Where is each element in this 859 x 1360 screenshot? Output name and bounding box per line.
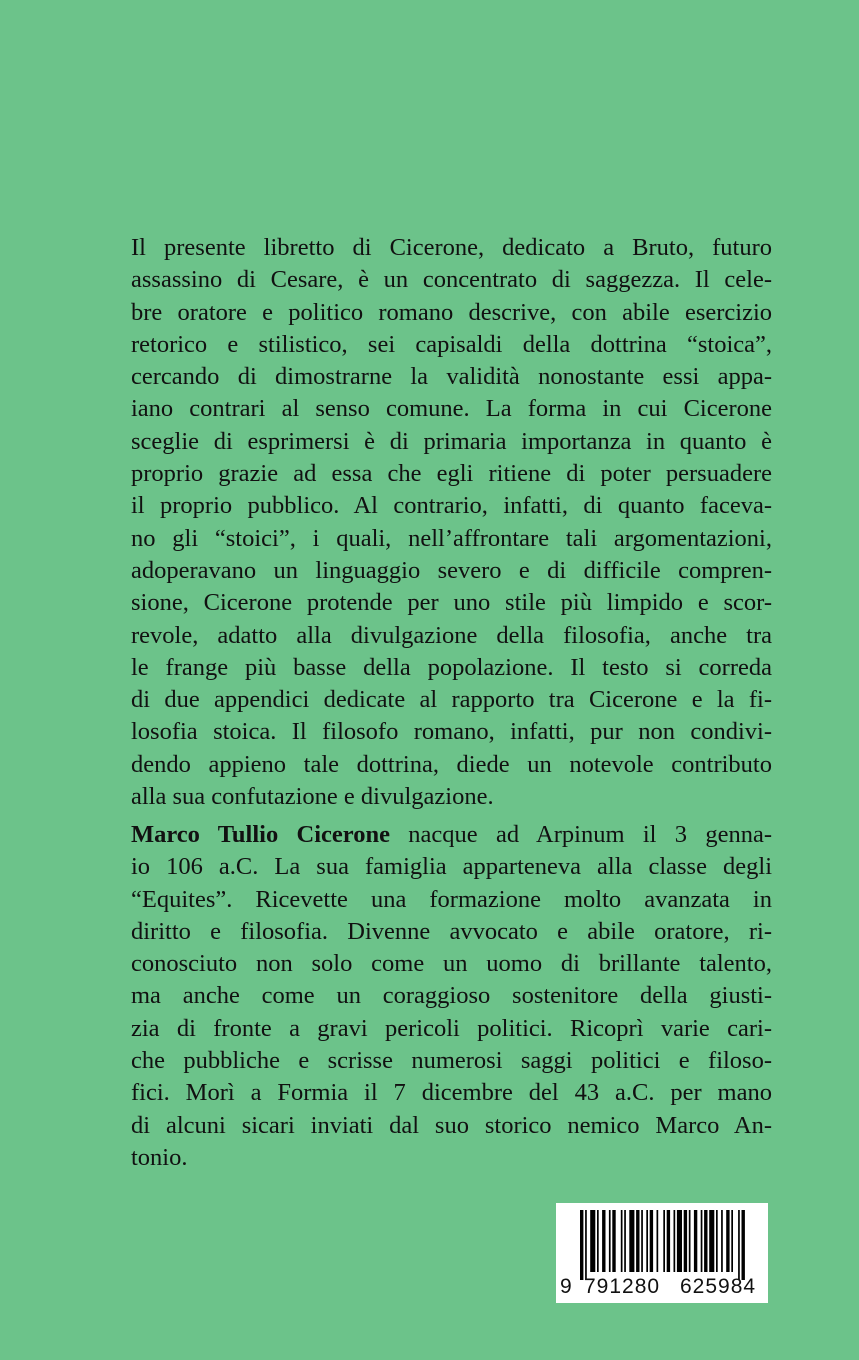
- description-line: retorico e stilistico, sei capisaldi della dottrina “stoica”,: [131, 330, 772, 358]
- barcode-bars: [564, 1210, 760, 1280]
- description-line: adoperavano un linguaggio severo e di difficile compren-: [131, 556, 772, 584]
- description-line: no gli “stoici”, i quali, nell’affrontare tali argomentazioni,: [131, 524, 772, 552]
- barcode-bar: [738, 1210, 740, 1280]
- barcode-group-right: 625984: [680, 1275, 757, 1298]
- barcode-bar: [721, 1210, 723, 1272]
- author-bio-line: diritto e filosofia. Divenne avvocato e abile oratore, ri-: [131, 917, 772, 945]
- barcode-bar: [716, 1210, 718, 1272]
- description-line: revole, adatto alla divulgazione della filosofia, anche tra: [131, 621, 772, 649]
- description-line: sceglie di esprimersi è di primaria importanza in quanto è: [131, 427, 772, 455]
- barcode-bar: [689, 1210, 691, 1272]
- barcode-bar: [701, 1210, 703, 1272]
- book-description: [131, 232, 772, 813]
- author-name: Marco Tullio Cicerone: [131, 821, 390, 848]
- description-line: iano contrari al senso comune. La forma in cui Cicerone: [131, 395, 772, 423]
- barcode-bar: [621, 1210, 623, 1272]
- author-bio-text: nacque ad Arpinum il 3 genna-: [389, 821, 772, 848]
- barcode-bar: [684, 1210, 687, 1272]
- barcode-bar: [597, 1210, 599, 1272]
- author-bio-line: [131, 819, 772, 851]
- barcode-bar: [663, 1210, 665, 1272]
- description-line: bre oratore e politico romano descrive, con abile esercizio: [131, 298, 772, 326]
- barcode-group-left: 791280: [584, 1275, 661, 1298]
- barcode-bar: [667, 1210, 670, 1272]
- barcode-bar: [641, 1210, 643, 1272]
- description-line: proprio grazie ad essa che egli ritiene di poter persuadere: [131, 460, 772, 488]
- description-line: il proprio pubblico. Al contrario, infatti, di quanto faceva-: [131, 492, 772, 520]
- barcode-bar: [590, 1210, 595, 1272]
- author-bio-line: tonio.: [131, 1143, 188, 1171]
- barcode-bar: [650, 1210, 653, 1272]
- barcode-bar: [585, 1210, 587, 1280]
- author-bio-line: “Equites”. Ricevette una formazione molto avanzata in: [131, 885, 772, 913]
- barcode-bar: [646, 1210, 648, 1272]
- barcode-bar: [624, 1210, 626, 1272]
- description-line: dendo appieno tale dottrina, diede un notevole contributo: [131, 750, 772, 778]
- description-line: cercando di dimostrarne la validità nonostante essi appa-: [131, 363, 772, 391]
- barcode-bar: [709, 1210, 714, 1272]
- barcode-bar: [694, 1210, 697, 1272]
- barcode-bar: [704, 1210, 707, 1272]
- barcode-bar: [629, 1210, 634, 1272]
- author-bio: [131, 819, 772, 1174]
- description-line: losofia stoica. Il filosofo romano, infatti, pur non condivi-: [131, 718, 772, 746]
- author-bio-line: zia di fronte a gravi pericoli politici. Ricoprì varie cari-: [131, 1014, 772, 1042]
- barcode-bar: [742, 1210, 745, 1280]
- barcode-bar: [726, 1210, 729, 1272]
- description-line: alla sua confutazione e divulgazione.: [131, 783, 494, 811]
- barcode-bar: [674, 1210, 676, 1272]
- barcode-bar: [636, 1210, 639, 1272]
- author-bio-line: di alcuni sicari inviati dal suo storico nemico Marco An-: [131, 1111, 772, 1139]
- barcode-bar: [731, 1210, 733, 1272]
- barcode-bar: [602, 1210, 605, 1272]
- description-line: Il presente libretto di Cicerone, dedicato a Bruto, futuro: [131, 234, 772, 261]
- author-bio-line: conosciuto non solo come un uomo di brillante talento,: [131, 950, 772, 978]
- barcode-bar: [609, 1210, 611, 1272]
- barcode-bar: [677, 1210, 682, 1272]
- author-bio-line: io 106 a.C. La sua famiglia apparteneva alla classe degli: [131, 853, 772, 881]
- barcode-digit-first: 9: [560, 1275, 572, 1298]
- barcode-bar: [657, 1210, 659, 1272]
- barcode-bar: [580, 1210, 583, 1280]
- description-line: assassino di Cesare, è un concentrato di saggezza. Il cele-: [131, 266, 772, 294]
- description-line: le frange più basse della popolazione. Il testo si correda: [131, 653, 772, 681]
- description-line: di due appendici dedicate al rapporto tra Cicerone e la fi-: [131, 686, 772, 714]
- author-bio-line: ma anche come un coraggioso sostenitore della giusti-: [131, 982, 772, 1010]
- author-bio-line: che pubbliche e scrisse numerosi saggi politici e filoso-: [131, 1047, 772, 1075]
- author-bio-line: fici. Morì a Formia il 7 dicembre del 43 a.C. per mano: [131, 1079, 772, 1107]
- barcode-bar: [612, 1210, 615, 1272]
- barcode-digits: [556, 1273, 768, 1303]
- isbn-barcode: [556, 1203, 768, 1303]
- description-line: sione, Cicerone protende per uno stile più limpido e scor-: [131, 589, 772, 617]
